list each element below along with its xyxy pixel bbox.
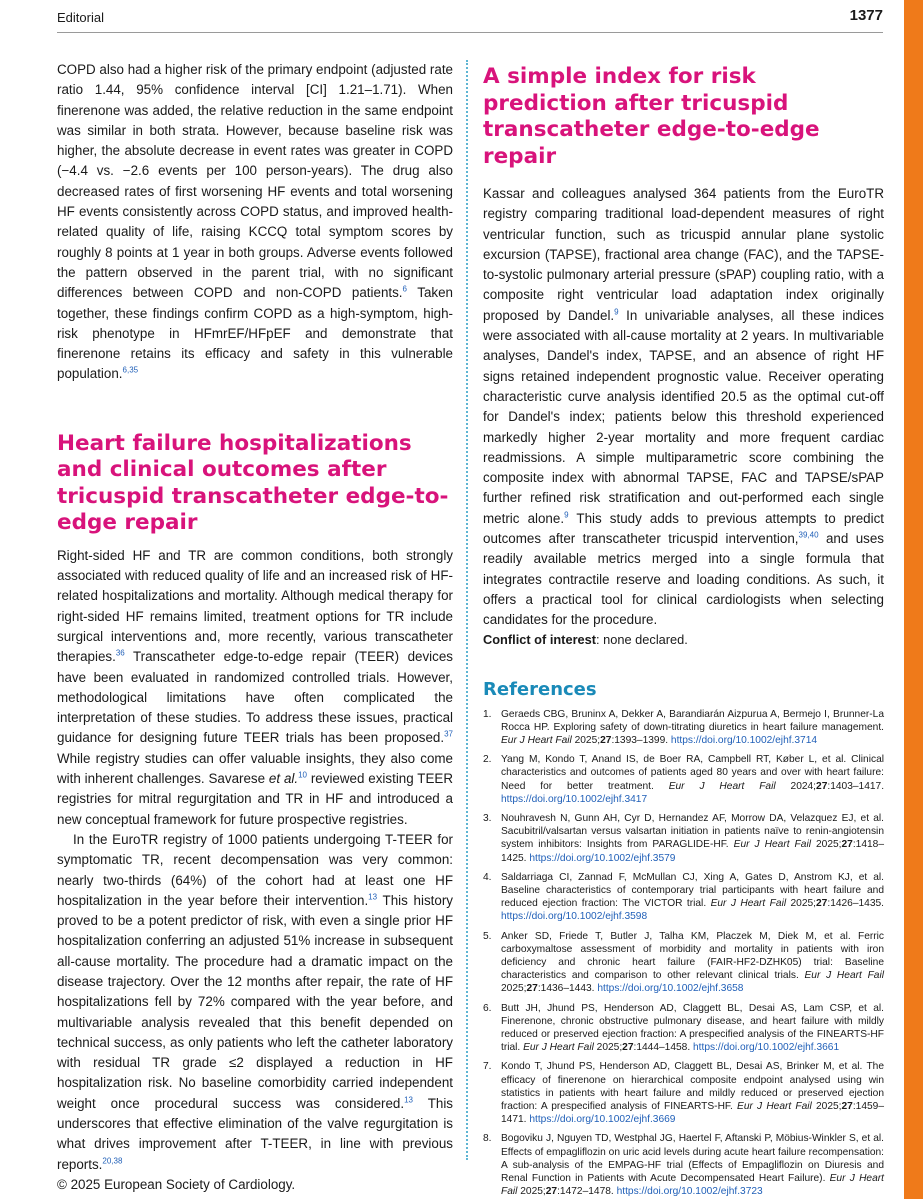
body-paragraph: Right-sided HF and TR are common conditions, both strongly associated with reduced quality of life and an increased risk of HF-related hospitalizations and mortality. Although medical therapy for right-sided HF remains limited, treatment options for TR include surgical interventions and, more recently, various transcatheter therapies.$^{36}$ Transcatheter edge-to-edge repair (TEER) devices have been evaluated in randomized controlled trials. However, methodological limitations have often complicated the interpretation of these studies. To address these issues, practical guidance for designing future TEER trials has been proposed.$^{37}$ While registry studies can offer valuable insights, they also come with inherent challenges. Savarese et al.$^{10}$ reviewed existing TEER registries for mitral regurgitation and TR in HF and introduced a new conceptual framework for future prospective registries. xyxy=(57,547,454,827)
header-rule xyxy=(57,32,883,33)
page-number: 1377 xyxy=(849,7,883,24)
citation[interactable]: 20,38 xyxy=(102,1156,123,1166)
reference-number: 3. xyxy=(483,812,492,824)
doi-link[interactable]: https://doi.org/10.1002/ejhf.3723 xyxy=(616,1186,763,1198)
doi-link[interactable]: https://doi.org/10.1002/ejhf.3598 xyxy=(501,911,648,923)
reference-item: 1. Geraeds CBG, Bruninx A, Dekker A, Barandiarán Aizpurua A, Bermejo I, Brunner-La Rocca HP. Exploring safety of down-titrating diuretics in heart failure management. Eur J Heart Fail 2025;27:1393–1399. https://doi.org/10.1002/ejhf.3714 xyxy=(483,708,884,746)
reference-item: 6. Butt JH, Jhund PS, Henderson AD, Claggett BL, Desai AS, Lam CSP, et al. Finerenone, chronic obstructive pulmonary disease, and heart failure with mildly reduced or preserved ejection fraction: A prespecified analysis of the FINEARTS-HF trial. Eur J Heart Fail 2025;27:1444–1458. https://doi.org/10.1002/ejhf.3661 xyxy=(483,1002,884,1054)
reference-item: 4. Saldarriaga CI, Zannad F, McMullan CJ, Xing A, Gates D, Anstrom KJ, et al. Baseline characteristics of contemporary trial participants with heart failure and reduced ejection fraction: The VICTOR trial. Eur J Heart Fail 2025;27:1426–1435. https://doi.org/10.1002/ejhf.3598 xyxy=(483,871,885,923)
reference-number: 7. xyxy=(483,1061,492,1073)
doi-link[interactable]: https://doi.org/10.1002/ejhf.3658 xyxy=(597,983,744,995)
right-column xyxy=(483,60,884,1204)
citation[interactable]: 39,40 xyxy=(798,530,819,540)
reference-number: 4. xyxy=(483,871,492,883)
running-head-section: Editorial xyxy=(57,10,104,25)
citation[interactable]: 37 xyxy=(444,729,453,739)
doi-link[interactable]: https://doi.org/10.1002/ejhf.3579 xyxy=(529,852,676,864)
citation[interactable]: 6 xyxy=(402,284,407,294)
conflict-of-interest: Conflict of interest: none declared. xyxy=(483,631,688,647)
reference-number: 5. xyxy=(483,930,492,942)
copyright-footer: © 2025 European Society of Cardiology. xyxy=(57,1177,296,1192)
citation[interactable]: 13 xyxy=(368,892,378,902)
reference-item: 8. Bogoviku J, Nguyen TD, Westphal JG, Haertel F, Aftanski P, Möbius-Winkler S, et al. Effects of empagliflozin on uric acid levels during acute heart failure recompensation: A sub-analysis of the EMPAG-HF trial (Effects of Empagliflozin on Diuresis and Renal Function in Patients with Acute Decompensated Heart Failure). Eur J Heart Fail 2025;27:1472–1478. https://doi.org/10.1002/ejhf.3723 xyxy=(483,1133,884,1198)
left-column xyxy=(57,60,453,1175)
citation[interactable]: 36 xyxy=(115,648,125,658)
doi-link[interactable]: https://doi.org/10.1002/ejhf.3661 xyxy=(693,1042,840,1054)
reference-item: 3. Nouhravesh N, Gunn AH, Cyr D, Hernandez AF, Morrow DA, Velazquez EJ, et al. Sacubitril/valsartan versus valsartan initiation in patients naïve to renin-angiotensin system inhibitors: Insights from PARAGLIDE-HF. Eur J Heart Fail 2025;27:1418–1425. https://doi.org/10.1002/ejhf.3579 xyxy=(483,812,885,864)
citation[interactable]: 6,35 xyxy=(122,365,139,375)
doi-link[interactable]: https://doi.org/10.1002/ejhf.3669 xyxy=(529,1114,676,1126)
reference-number: 1. xyxy=(483,708,492,720)
reference-number: 6. xyxy=(483,1002,492,1014)
reference-number: 8. xyxy=(483,1133,492,1145)
reference-item: 2. Yang M, Kondo T, Anand IS, de Boer RA, Campbell RT, Køber L, et al. Clinical characteristics and outcomes of patients aged 80 years and over with heart failure: Need for better treatment. Eur J Heart Fail 2024;27:1403–1417. https://doi.org/10.1002/ejhf.3417 xyxy=(483,754,885,805)
references-heading: References xyxy=(483,678,597,700)
reference-item: 7. Kondo T, Jhund PS, Henderson AD, Claggett BL, Desai AS, Brinker M, et al. The efficacy of finerenone on hierarchical composite endpoint analysed using win statistics in patients with heart failure and mildly reduced or preserved ejection fraction: A prespecified analysis of FINEARTS-HF. Eur J Heart Fail 2025;27:1459–1471. https://doi.org/10.1002/ejhf.3669 xyxy=(483,1061,885,1126)
doi-link[interactable]: https://doi.org/10.1002/ejhf.3417 xyxy=(501,793,648,805)
reference-item: 5. Anker SD, Friede T, Butler J, Talha KM, Placzek M, Diek M, et al. Ferric carboxymaltose assessment of morbidity and mortality in patients with iron deficiency and chronic heart failure (FAIR-HF2-DZHK05) trial: Baseline characteristics and comparison to other relevant clinical trials. Eur J Heart Fail 2025;27:1436–1443. https://doi.org/10.1002/ejhf.3658 xyxy=(483,930,884,995)
column-divider xyxy=(466,60,468,1160)
doi-link[interactable]: https://doi.org/10.1002/ejhf.3714 xyxy=(670,734,818,746)
section-heading-risk-index: A simple index for risk prediction after tricuspid transcatheter edge-to-edge repair xyxy=(483,64,820,169)
citation[interactable]: 13 xyxy=(404,1095,414,1105)
body-paragraph: Kassar and colleagues analysed 364 patients from the EuroTR registry comparing traditional load-dependent measures of right ventricular function, such as tricuspid annular plane systolic excursion (TAPSE), fractional area change (FAC), and the TAPSE-to-systolic pulmonary arterial pressure (sPAP) coupling ratio, with a composite right ventricular load adaptation index originally proposed by Dandel.$^9$ In univariable analyses, all these indices were associated with all-cause mortality at 2 years. In multivariable analyses, Dandel's index, TAPSE, and an absence of right HF signs retained independent prognostic value. Receiver operating characteristic curve analysis identified 20.5 as the optimal cut-off for Dandel's index; patients below this threshold experienced markedly higher 2-year mortality and more frequent cardiac readmissions. A simple multiparametric score combining the composite index with abnormal TAPSE, FAC and TAPSE/sPAP further refined risk stratification and out-performed each single metric alone.$^9$ This study adds to previous attempts to predict outcomes after transcatheter tricuspid intervention,$^{39,40}$ and uses readily available metrics merged into a single formula that integrates contractile reserve and loading conditions. As such, it offers a practical tool for clinical cardiologists when selecting candidates for the procedure. xyxy=(483,186,885,628)
reference-list xyxy=(483,708,884,1199)
citation[interactable]: 9 xyxy=(564,510,569,520)
section-heading-hf-hospitalizations: Heart failure hospitalizations and clinical outcomes after tricuspid transcatheter edge-to-edge repair xyxy=(57,430,449,536)
intro-paragraph: COPD also had a higher risk of the primary endpoint (adjusted rate ratio 1.44, 95% confidence interval [CI] 1.21–1.71). When finerenone was added, the relative reduction in the same endpoint was similar in both strata. However, because baseline risk was higher, the absolute decrease in event rates was greater in COPD (−4.4 vs. −2.6 events per 100 person-years). The drug also decreased rates of first worsening HF events and total worsening HF events consistently across COPD status, and improved health-related quality of life, raising KCCQ total symptom scores by roughly 8 points at 1 year in both groups. Adverse events followed the pattern observed in the parent trial, with no significant differences between COPD and non-COPD patients.$^6$ Taken together, these findings confirm COPD as a high-symptom, high-risk phenotype in HFmrEF/HFpEF and demonstrate that finerenone retains its efficacy and safety in this vulnerable population.$^{6,35}$ xyxy=(57,62,453,382)
body-paragraph: In the EuroTR registry of 1000 patients undergoing T-TEER for symptomatic TR, recent decompensation was very common: nearly two-thirds (64%) of the cohort had at least one HF hospitalization in the year before their intervention.$^{13}$ This history proved to be a potent predictor of risk, with even a single prior HF hospitalization conferring an adjusted 51% increase in subsequent all-cause mortality. The procedure had a dramatic impact on the disease trajectory. Over the 12 months after repair, the rate of HF hospitalizations fell by 72% compared with the year before, and multivariable analysis revealed that this benefit depended on technical success, as only patients who left the catheter laboratory with residual TR grade ≤2 displayed a reduction in HF hospitalization risk. No baseline comorbidity carried independent weight once procedural success was considered.$^{13}$ This underscores that effective elimination of the valve regurgitation is what drives improvement after T-TEER, in line with previous reports.$^{20,38}$ xyxy=(57,831,454,1172)
orange-side-bar xyxy=(904,0,923,1199)
citation[interactable]: 9 xyxy=(614,307,619,317)
citation[interactable]: 10 xyxy=(298,770,307,780)
reference-number: 2. xyxy=(483,754,492,766)
